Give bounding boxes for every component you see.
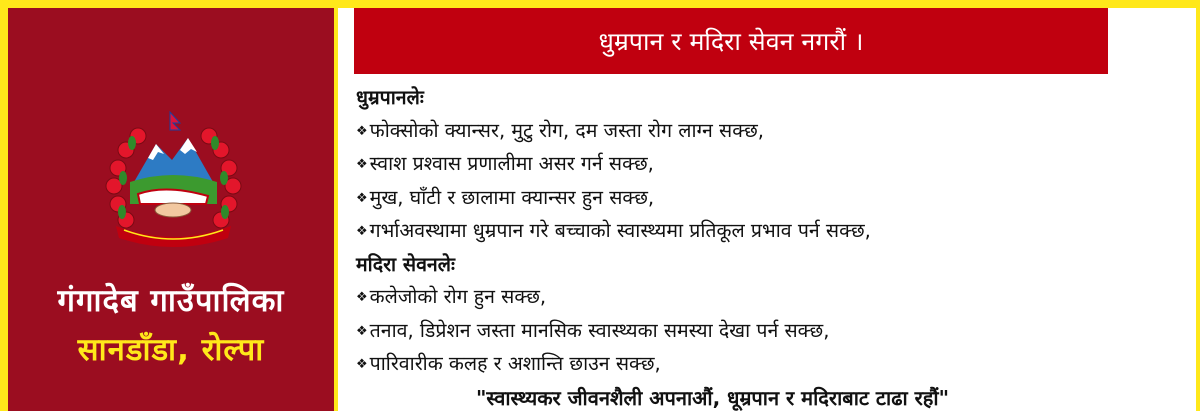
diamond-bullet-icon: ❖ <box>356 157 368 172</box>
list-item <box>356 115 1186 149</box>
list-item-text: पारिवारीक कलह र अशान्ति छाउन सक्छ, <box>370 352 661 375</box>
left-panel <box>8 8 334 411</box>
list-item-text: तनाव, डिप्रेशन जस्ता मानसिक स्वास्थ्यका समस्या देखा पर्न सक्छ, <box>370 319 830 342</box>
org-address: सानडाँडा, रोल्पा <box>8 328 334 370</box>
diamond-bullet-icon: ❖ <box>356 191 368 206</box>
list-item-text: मुख, घाँटी र छालामा क्यान्सर हुन सक्छ, <box>370 186 654 209</box>
list-item <box>356 148 1186 182</box>
diamond-bullet-icon: ❖ <box>356 124 368 139</box>
list-item-text: स्वाश प्रश्वास प्रणालीमा असर गर्न सक्छ, <box>370 152 654 175</box>
diamond-bullet-icon: ❖ <box>356 224 368 239</box>
smoking-heading: धुम्रपानलेः <box>356 82 1186 115</box>
diamond-bullet-icon: ❖ <box>356 357 368 372</box>
list-item-text: कलेजोको रोग हुन सक्छ, <box>370 285 546 308</box>
org-name: गंगादेब गाउँपालिका <box>8 279 334 321</box>
banner-title: धुम्रपान र मदिरा सेवन नगरौं । <box>354 8 1108 74</box>
list-item-text: गर्भाअवस्थामा धुम्रपान गरे बच्चाको स्वास्थ्यमा प्रतिकूल प्रभाव पर्न सक्छ, <box>370 219 871 242</box>
list-item-text: फोक्सोको क्यान्सर, मुटु रोग, दम जस्ता रोग लाग्न सक्छ, <box>370 119 764 142</box>
emblem-graphic <box>96 108 251 253</box>
diamond-bullet-icon: ❖ <box>356 324 368 339</box>
list-item <box>356 348 1186 382</box>
nepal-coat-of-arms-icon <box>96 108 251 253</box>
list-item <box>356 182 1186 216</box>
content <box>356 82 1186 414</box>
alcohol-heading: मदिरा सेवनलेः <box>356 249 1186 282</box>
list-item <box>356 315 1186 349</box>
list-item <box>356 215 1186 249</box>
right-panel <box>338 8 1196 411</box>
diamond-bullet-icon: ❖ <box>356 290 368 305</box>
list-item <box>356 281 1186 315</box>
slogan: "स्वास्थ्यकर जीवनशैली अपनाऔं, धूम्रपान र मदिराबाट टाढा रहौं" <box>356 382 1186 414</box>
